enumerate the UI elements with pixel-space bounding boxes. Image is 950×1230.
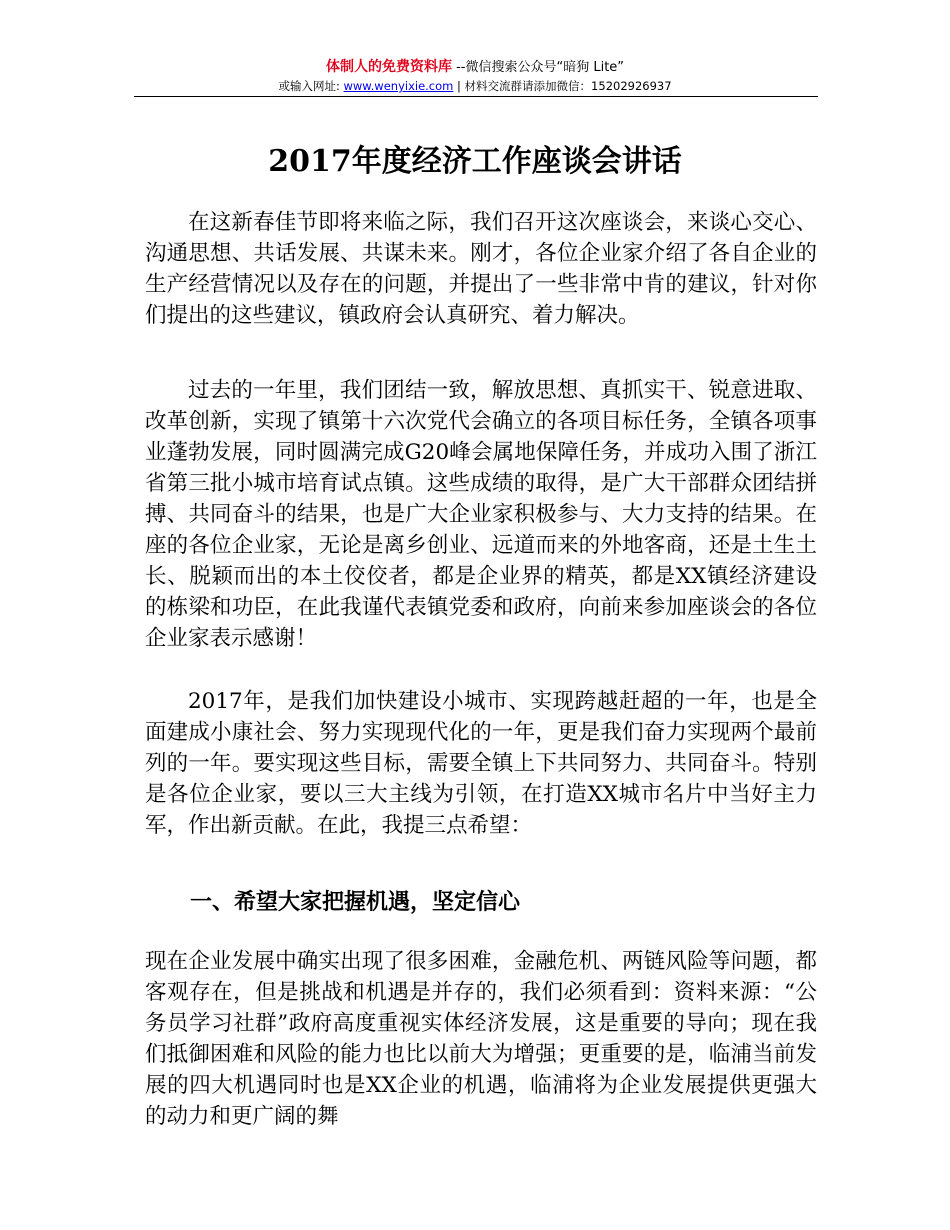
header-line-1 — [0, 58, 950, 77]
paragraph-1: 在这新春佳节即将来临之际，我们召开这次座谈会，来谈心交心、沟通思想、共话发展、共谋未来。刚才，各位企业家介绍了各自企业的生产经营情况以及存在的问题，并提出了一些非常中肯的建议，针对你们提出的这些建议，镇政府会认真研究、着力解决。 — [145, 210, 817, 328]
section-paragraph: 现在企业发展中确实出现了很多困难，金融危机、两链风险等问题，都客观存在，但是挑战和机遇是并存的，我们必须看到：资料来源：“公务员学习社群”政府高度重视实体经济发展，这是重要的导向；现在我们抵御困难和风险的能力也比以前大为增强；更重要的是，临浦当前发展的四大机遇同时也是XX企业的机遇，临浦将为企业发展提供更强大的动力和更广阔的舞 — [145, 949, 817, 1129]
website-link[interactable]: www.wenyixie.com — [343, 79, 454, 93]
wechat-contact: | 材料交流群请添加微信：15202926937 — [453, 79, 672, 93]
page-header — [0, 58, 950, 94]
section-heading: 一、希望大家把握机遇，坚定信心 — [190, 890, 521, 915]
header-tagline: --微信搜索公众号“暗狗 Lite” — [451, 60, 625, 75]
url-prefix: 或输入网址: — [278, 79, 344, 93]
paragraph-3: 2017年，是我们加快建设小城市、实现跨越赶超的一年，也是全面建成小康社会、努力实现现代化的一年，更是我们奋力实现两个最前列的一年。要实现这些目标，需要全镇上下共同努力、共同奋斗。特别是各位企业家，要以三大主线为引领，在打造XX城市名片中当好主力军，作出新贡献。在此，我提三点希望： — [145, 689, 817, 838]
paragraph-2: 过去的一年里，我们团结一致，解放思想、真抓实干、锐意进取、改革创新，实现了镇第十六次党代会确立的各项目标任务，全镇各项事业蓬勃发展，同时圆满完成G20峰会属地保障任务，并成功入围了浙江省第三批小城市培育试点镇。这些成绩的取得，是广大干部群众团结拼搏、共同奋斗的结果，也是广大企业家积极参与、大力支持的结果。在座的各位企业家，无论是离乡创业、远道而来的外地客商，还是土生土长、脱颖而出的本土佼佼者，都是企业界的精英，都是XX镇经济建设的栋梁和功臣，在此我谨代表镇党委和政府，向前来参加座谈会的各位企业家表示感谢！ — [145, 378, 817, 651]
brand-name: 体制人的免费资料库 — [325, 59, 452, 75]
header-divider — [134, 96, 818, 97]
header-line-2 — [0, 78, 950, 94]
document-title: 2017年度经济工作座谈会讲话 — [268, 144, 682, 179]
